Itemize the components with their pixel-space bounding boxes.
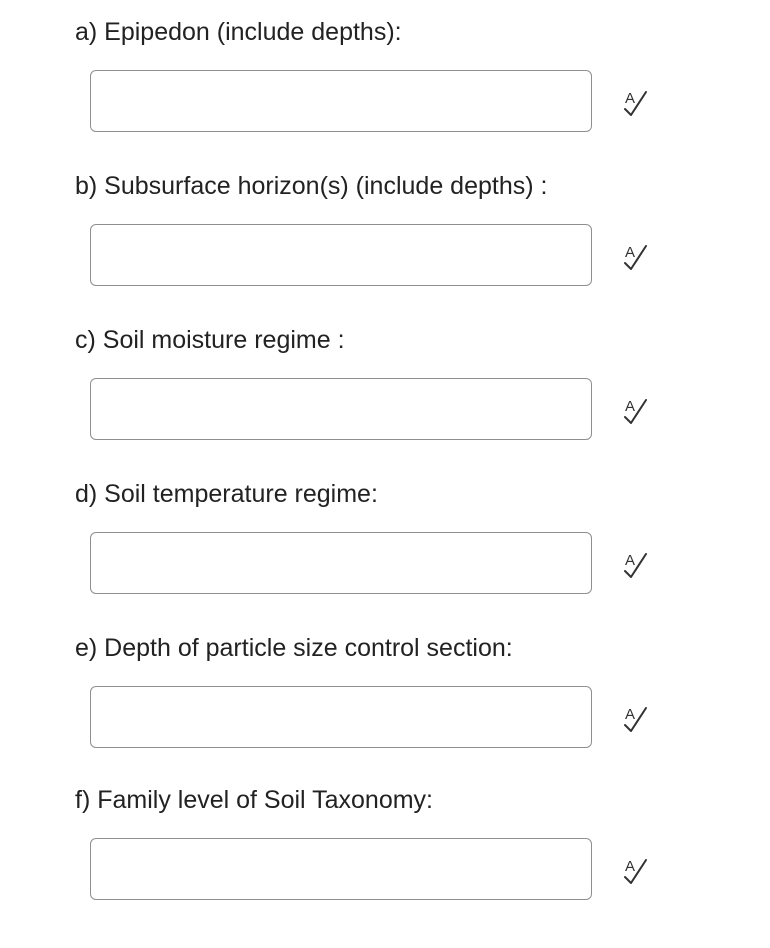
svg-text:A: A — [625, 398, 636, 415]
question-b — [0, 160, 770, 312]
spellcheck-icon[interactable] — [622, 88, 652, 118]
question-a — [0, 6, 770, 158]
spellcheck-icon[interactable] — [622, 242, 652, 272]
svg-text:A: A — [625, 858, 636, 875]
question-d — [0, 468, 770, 620]
svg-text:A: A — [625, 552, 636, 569]
question-c-label: c) Soil moisture regime : — [75, 326, 345, 354]
question-b-label: b) Subsurface horizon(s) (include depths) : — [75, 172, 548, 200]
spellcheck-icon[interactable] — [622, 550, 652, 580]
question-f-label: f) Family level of Soil Taxonomy: — [75, 786, 433, 814]
question-c — [0, 314, 770, 466]
question-f-answer-input[interactable] — [90, 838, 592, 900]
question-b-answer-input[interactable] — [90, 224, 592, 286]
question-c-answer-input[interactable] — [90, 378, 592, 440]
question-e-answer-input[interactable] — [90, 686, 592, 748]
spellcheck-icon[interactable] — [622, 856, 652, 886]
question-f — [0, 774, 770, 926]
spellcheck-icon[interactable] — [622, 704, 652, 734]
spellcheck-icon[interactable] — [622, 396, 652, 426]
question-e-label: e) Depth of particle size control section: — [75, 634, 513, 662]
question-e — [0, 622, 770, 774]
question-a-label: a) Epipedon (include depths): — [75, 18, 402, 46]
svg-text:A: A — [625, 706, 636, 723]
question-d-answer-input[interactable] — [90, 532, 592, 594]
question-a-answer-input[interactable] — [90, 70, 592, 132]
svg-text:A: A — [625, 244, 636, 261]
question-d-label: d) Soil temperature regime: — [75, 480, 378, 508]
svg-text:A: A — [625, 90, 636, 107]
